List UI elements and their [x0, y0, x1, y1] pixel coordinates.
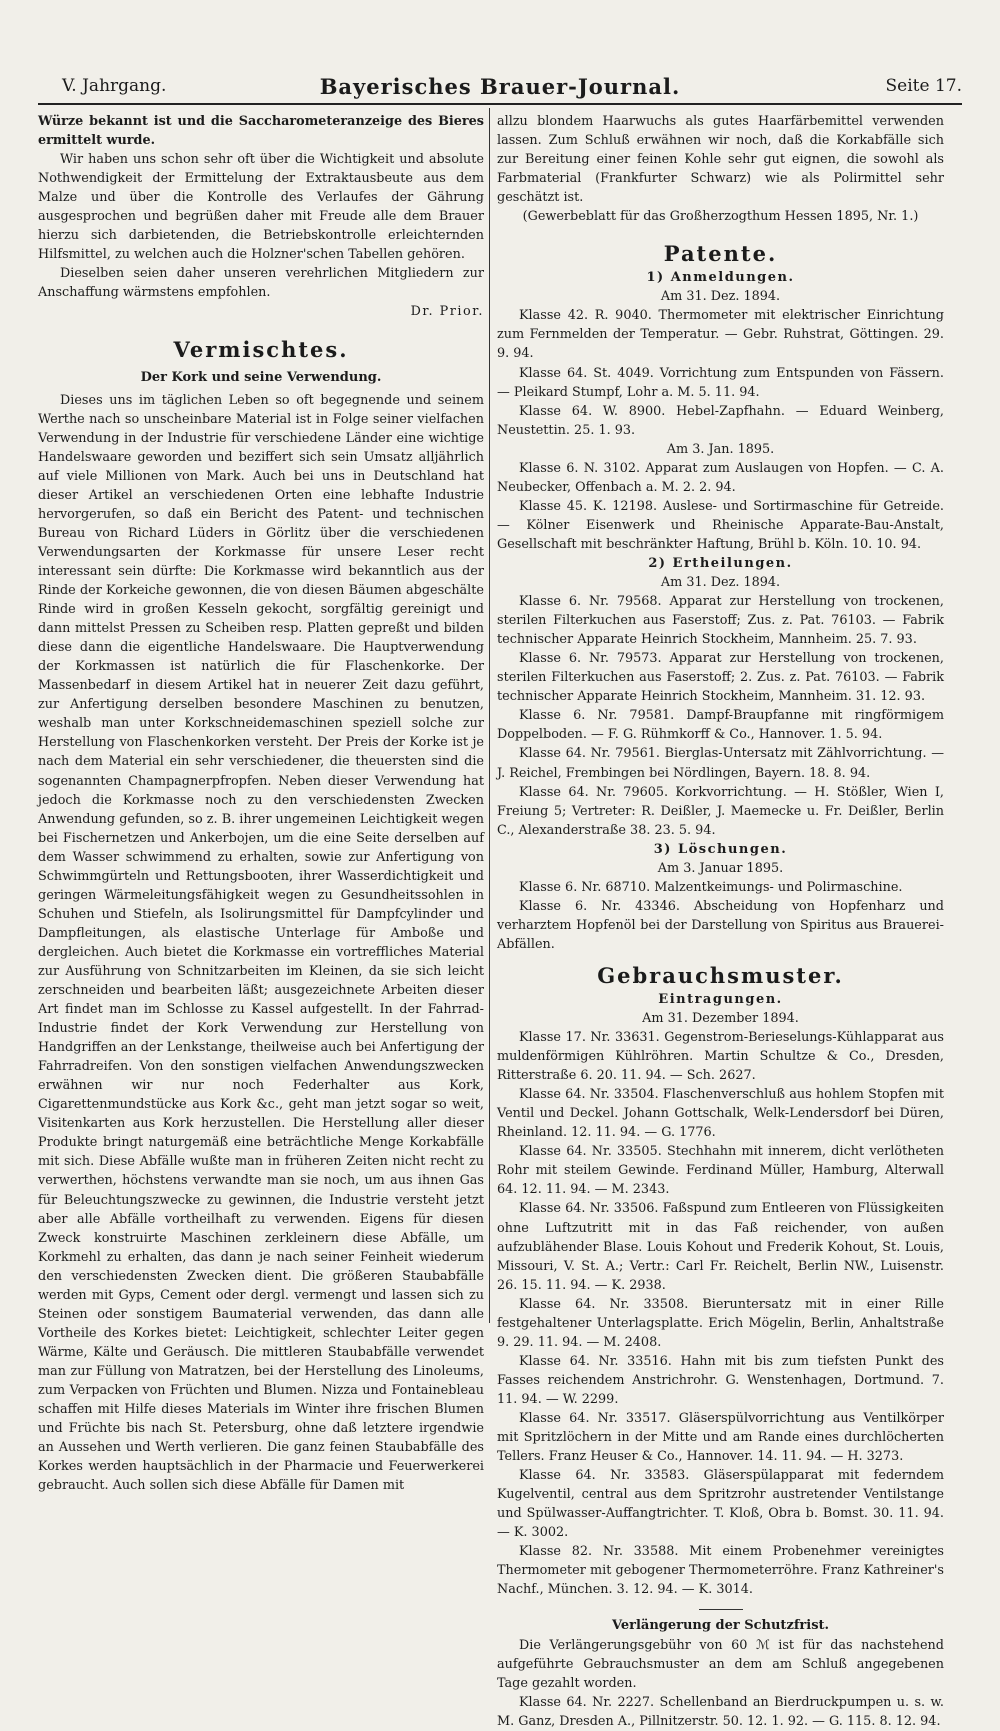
list-item: Klasse 64. W. 8900. Hebel-Zapfhahn. — Eduard Weinberg, Neustettin. 25. 1. 93.: [497, 403, 944, 438]
list-item: Klasse 64. Nr. 33504. Flaschenverschluß aus hohlem Stopfen mit Ventil und Deckel. Johann Gottschalk, Welk-Lendersdorf bei Düren, Rheinland. 12. 11. 94. — G. 1776.: [497, 1087, 944, 1141]
page-header: [38, 76, 962, 106]
list-item: Klasse 64. Nr. 33508. Bieruntersatz mit in einer Rille festgehaltener Unterlagsplatte. Erich Mögelin, Berlin, Anhaltstraße 9. 29. 11. 94. — M. 2408.: [497, 1296, 944, 1350]
list-item: Klasse 6. Nr. 79568. Apparat zur Herstellung von trockenen, sterilen Filterkuchen aus Faserstoff; Zus. z. Pat. 76103. — Fabrik technischer Apparate Heinrich Stockheim, Mannheim. 25. 7. 93.: [497, 594, 944, 648]
list-item: Klasse 64. Nr. 2227. Schellenband an Bierdruckpumpen u. s. w. M. Ganz, Dresden A., Pillnitzerstr. 50. 12. 1. 92. — G. 115. 8. 12. 94.: [497, 1694, 944, 1729]
article-heading: Der Kork und seine Verwendung.: [140, 369, 382, 385]
list-item: Klasse 64. Nr. 33516. Hahn mit bis zum tiefsten Punkt des Fasses reichendem Anstrichrohr. G. Wenstenhagen, Dortmund. 7. 11. 94. — W. 2299.: [497, 1353, 944, 1407]
paragraph: Wir haben uns schon sehr oft über die Wichtigkeit und absolute Nothwendigkeit der Ermittelung der Extraktausbeute aus dem Malze und über die Kontrolle des Verlaufes der Gährung ausgesprochen und begrüßen daher mit Freude alle dem Brauer hierzu sich darbietenden, die Betriebskontrolle erleichternden Hilfsmittel, zu welchen auch die Holzner'schen Tabellen gehören.: [38, 152, 484, 263]
volume-label: V. Jahrgang.: [62, 76, 167, 96]
journal-title: Bayerisches Brauer-Journal.: [319, 74, 681, 99]
column-divider: [489, 108, 490, 1323]
header-rule: [38, 103, 962, 105]
divider: [699, 1609, 743, 1610]
section-heading: Vermischtes.: [173, 336, 349, 362]
date-line: Am 31. Dezember 1894.: [642, 1011, 799, 1027]
subsection-heading: 3) Löschungen.: [653, 841, 788, 857]
date-line: Am 3. Jan. 1895.: [666, 441, 775, 457]
list-item: Klasse 45. K. 12198. Auslese- und Sortirmaschine für Getreide. — Kölner Eisenwerk und Rheinische Apparate-Bau-Anstalt, Gesellschaft mit beschränkter Haftung, Brühl b. Köln. 10. 10. 94.: [497, 498, 944, 552]
subsection-heading: 2) Ertheilungen.: [648, 555, 793, 571]
right-column: [497, 112, 944, 1731]
list-item: Klasse 64. Nr. 33583. Gläserspülapparat mit federndem Kugelventil, central aus dem Spritzrohr austretender Ventilstange und Spülwasser-Auffangtrichter. T. Kloß, Obra b. Bomst. 30. 11. 94. — K. 3002.: [497, 1468, 944, 1541]
paragraph: Dieselben seien daher unseren verehrlichen Mitgliedern zur Anschaffung wärmstens empfohlen.: [38, 266, 484, 301]
list-item: Klasse 6. N. 3102. Apparat zum Auslaugen von Hopfen. — C. A. Neubecker, Offenbach a. M. 2. 2. 94.: [497, 460, 944, 495]
author-signature: Dr. Prior.: [410, 304, 484, 320]
list-item: Klasse 64. Nr. 79561. Bierglas-Untersatz mit Zählvorrichtung. — J. Reichel, Frembingen bei Nördlingen, Bayern. 18. 8. 94.: [497, 746, 944, 781]
list-item: Klasse 64. Nr. 33505. Stechhahn mit innerem, dicht verlötheten Rohr mit steilem Gewinde. Ferdinand Müller, Hamburg, Alterwall 64. 12. 11. 94. — M. 2343.: [497, 1144, 944, 1198]
article-body: Dieses uns im täglichen Leben so oft begegnende und seinem Werthe nach so unscheinbare Material ist in Folge seiner vielfachen Verwendung in der Industrie für verschiedene Länder eine wichtige Handelswaare geworden und beziffert sich sein Umsatz alljährlich auf viele Millionen von Mark. Auch bei uns in Deutschland hat dieser Artikel an verschiedenen Orten eine lebhafte Industrie hervorgerufen, so daß ein Bericht des Patent- und technischen Bureau von Richard Lüders in Görlitz über die verschiedenen Verwendungsarten der Korkmasse für unsere Leser recht interessant sein dürfte: Die Korkmasse wird bekanntlich aus der Rinde der Korkeiche gewonnen, die von diesen Bäumen abgeschälte Rinde wird in großen Kesseln gekocht, sorgfältig gereinigt und dann mittelst Pressen zu Scheiben resp. Platten gepreßt und bilden diese dann die eigentliche Handelswaare. Die Hauptverwendung der Korkmassen ist natürlich die für Flaschenkorke. Der Massenbedarf in diesem Artikel hat in neuerer Zeit dazu geführt, zur Anfertigung derselben besondere Maschinen zu benutzen, weshalb man unter Korkschneidemaschinen speziell solche zur Herstellung von Flaschenkorken versteht. Der Preis der Korke ist je nach dem Material ein sehr verschiedener, die theuersten sind die sogenannten Champagnerpfropfen. Neben dieser Verwendung hat jedoch die Korkmasse noch zu den verschiedensten Zwecken Anwendung gefunden, so z. B. ihrer ungemeinen Leichtigkeit wegen bei Fischernetzen und Ankerbojen, um die eine Seite derselben auf dem Wasser schwimmend zu erhalten, sowie zur Anfertigung von Schwimmgürteln und Rettungsbooten, ihrer Wasserdichtigkeit und geringen Wärmeleitungsfähigkeit wegen zu Gesundheitssohlen in Schuhen und Stiefeln, als Isolirungsmittel für Dampfcylinder und Dampfleitungen, als elastische Unterlage für Amboße und dergleichen. Auch bietet die Korkmasse ein vortreffliches Material zur Ausführung von Schnitzarbeiten im Kleinen, da sie sich leicht zerschneiden und bearbeiten läßt; ausgezeichnete Arbeiten dieser Art findet man im Schlosse zu Kassel aufgestellt. In der Fahrrad-Industrie findet der Kork Verwendung zur Herstellung von Handgriffen an der Lenkstange, theilweise auch bei Anfertigung der Fahrradreifen. Von den sonstigen vielfachen Anwendungszwecken erwähnen wir nur noch Federhalter aus Kork, Cigarettenmundstücke aus Kork &c., geht man jetzt sogar so weit, Visitenkarten aus Kork herzustellen. Die Herstellung aller dieser Produkte bringt naturgemäß eine beträchtliche Menge Korkabfälle mit sich. Diese Abfälle wußte man in früheren Zeiten nicht recht zu verwerthen, höchstens verwandte man sie noch, um aus ihnen Gas für Beleuchtungszwecke zu gewinnen, die Industrie versteht jetzt aber alle Abfälle vortheilhaft zu verwenden. Eigens für diesen Zweck konstruirte Maschinen zerkleinern diese Abfälle, um Korkmehl zu erhalten, das dann je nach seiner Feinheit wiederum den verschiedensten Zwecken dient. Die größeren Staubabfälle werden mit Gyps, Cement oder dergl. vermengt und lassen sich zu Steinen oder sonstigem Baumaterial verwenden, das dann alle Vortheile des Korkes bietet: Leichtigkeit, schlechter Leiter gegen Wärme, Kälte und Geräusch. Die mittleren Staubabfälle verwendet man zur Füllung von Matratzen, bei der Herstellung des Linoleums, zum Verpacken von Früchten und Blumen. Nizza und Fontainebleau schaffen mit Hilfe dieses Materials im Winter ihre frischen Blumen und Früchte bis nach St. Petersburg, ohne daß letztere irgendwie an Aussehen und Werth verlieren. Die ganz feinen Staubabfälle des Korkes werden hauptsächlich in der Pharmacie und Feuerwerkerei gebraucht. Auch sollen sich diese Abfälle für Damen mit: [38, 392, 484, 1494]
subsection-heading: 1) Anmeldungen.: [646, 270, 795, 286]
date-line: Am 31. Dez. 1894.: [660, 575, 781, 591]
source-note: (Gewerbeblatt für das Großherzogthum Hessen 1895, Nr. 1.): [522, 209, 919, 225]
list-item: Klasse 64. Nr. 79605. Korkvorrichtung. — H. Stößler, Wien I, Freiung 5; Vertreter: R. Deißler, J. Maemecke u. Fr. Deißler, Berlin C., Alexanderstraße 38. 23. 5. 94.: [497, 784, 944, 838]
section-heading: Gebrauchsmuster.: [597, 962, 844, 988]
list-item: Klasse 6. Nr. 43346. Abscheidung von Hopfenharz und verharztem Hopfenöl bei der Darstellung von Spiritus aus Brauerei-Abfällen.: [497, 898, 944, 952]
list-item: Klasse 64. St. 4049. Vorrichtung zum Entspunden von Fässern. — Pleikard Stumpf, Lohr a. M. 5. 11. 94.: [497, 365, 944, 400]
list-item: Klasse 42. R. 9040. Thermometer mit elektrischer Einrichtung zum Fernmelden der Temperatur. — Gebr. Ruhstrat, Göttingen. 29. 9. 94.: [497, 308, 944, 362]
list-item: Klasse 6. Nr. 68710. Malzentkeimungs- und Polirmaschine.: [519, 879, 903, 895]
date-line: Am 31. Dez. 1894.: [660, 289, 781, 305]
list-item: Klasse 6. Nr. 79581. Dampf-Braupfanne mit ringförmigem Doppelboden. — F. G. Rühmkorff & Co., Hannover. 1. 5. 94.: [497, 708, 944, 743]
list-item: Klasse 17. Nr. 33631. Gegenstrom-Berieselungs-Kühlapparat aus muldenförmigen Kühlröhren. Martin Schultze & Co., Dresden, Ritterstraße 6. 20. 11. 94. — Sch. 2627.: [497, 1030, 944, 1084]
list-item: Klasse 64. Nr. 33506. Faßspund zum Entleeren von Flüssigkeiten ohne Luftzutritt mit in das Faß reichender, von außen aufzublähender Blase. Louis Kohout und Frederik Kohout, St. Louis, Missouri, V. St. A.; Vertr.: Carl Fr. Reichelt, Berlin NW., Luisenstr. 26. 15. 11. 94. — K. 2938.: [497, 1201, 944, 1293]
list-item: Klasse 6. Nr. 79573. Apparat zur Herstellung von trockenen, sterilen Filterkuchen aus Faserstoff; 2. Zus. z. Pat. 76103. — Fabrik technischer Apparate Heinrich Stockheim, Mannheim. 31. 12. 93.: [497, 651, 944, 705]
date-line: Am 3. Januar 1895.: [657, 860, 784, 876]
paragraph: allzu blondem Haarwuchs als gutes Haarfärbemittel verwenden lassen. Zum Schluß erwähnen wir noch, daß die Korkabfälle sich zur Bereitung einer feinen Kohle sehr gut eignen, die sowohl als Farbmaterial (Frankfurter Schwarz) wie als Polirmittel sehr geschätzt ist.: [497, 114, 944, 206]
paragraph: Würze bekannt ist und die Saccharometeranzeige des Bieres ermittelt wurde.: [38, 114, 484, 149]
subsection-heading: Eintragungen.: [658, 991, 783, 1007]
paragraph: Die Verlängerungsgebühr von 60 ℳ ist für das nachstehend aufgeführte Gebrauchsmuster an dem am Schluß angegebenen Tage gezahlt worden.: [497, 1637, 944, 1691]
subsection-heading: Verlängerung der Schutzfrist.: [611, 1618, 830, 1634]
section-heading: Patente.: [663, 241, 778, 267]
left-column: [38, 112, 484, 1495]
list-item: Klasse 64. Nr. 33517. Gläserspülvorrichtung aus Ventilkörper mit Spritzlöchern in der Mitte und am Rande eines durchlöcherten Tellers. Franz Heuser & Co., Hannover. 14. 11. 94. — H. 3273.: [497, 1411, 944, 1465]
page-number: Seite 17.: [885, 76, 962, 96]
list-item: Klasse 82. Nr. 33588. Mit einem Probenehmer vereinigtes Thermometer mit gebogener Thermometerröhre. Franz Kathreiner's Nachf., München. 3. 12. 94. — K. 3014.: [497, 1544, 944, 1598]
